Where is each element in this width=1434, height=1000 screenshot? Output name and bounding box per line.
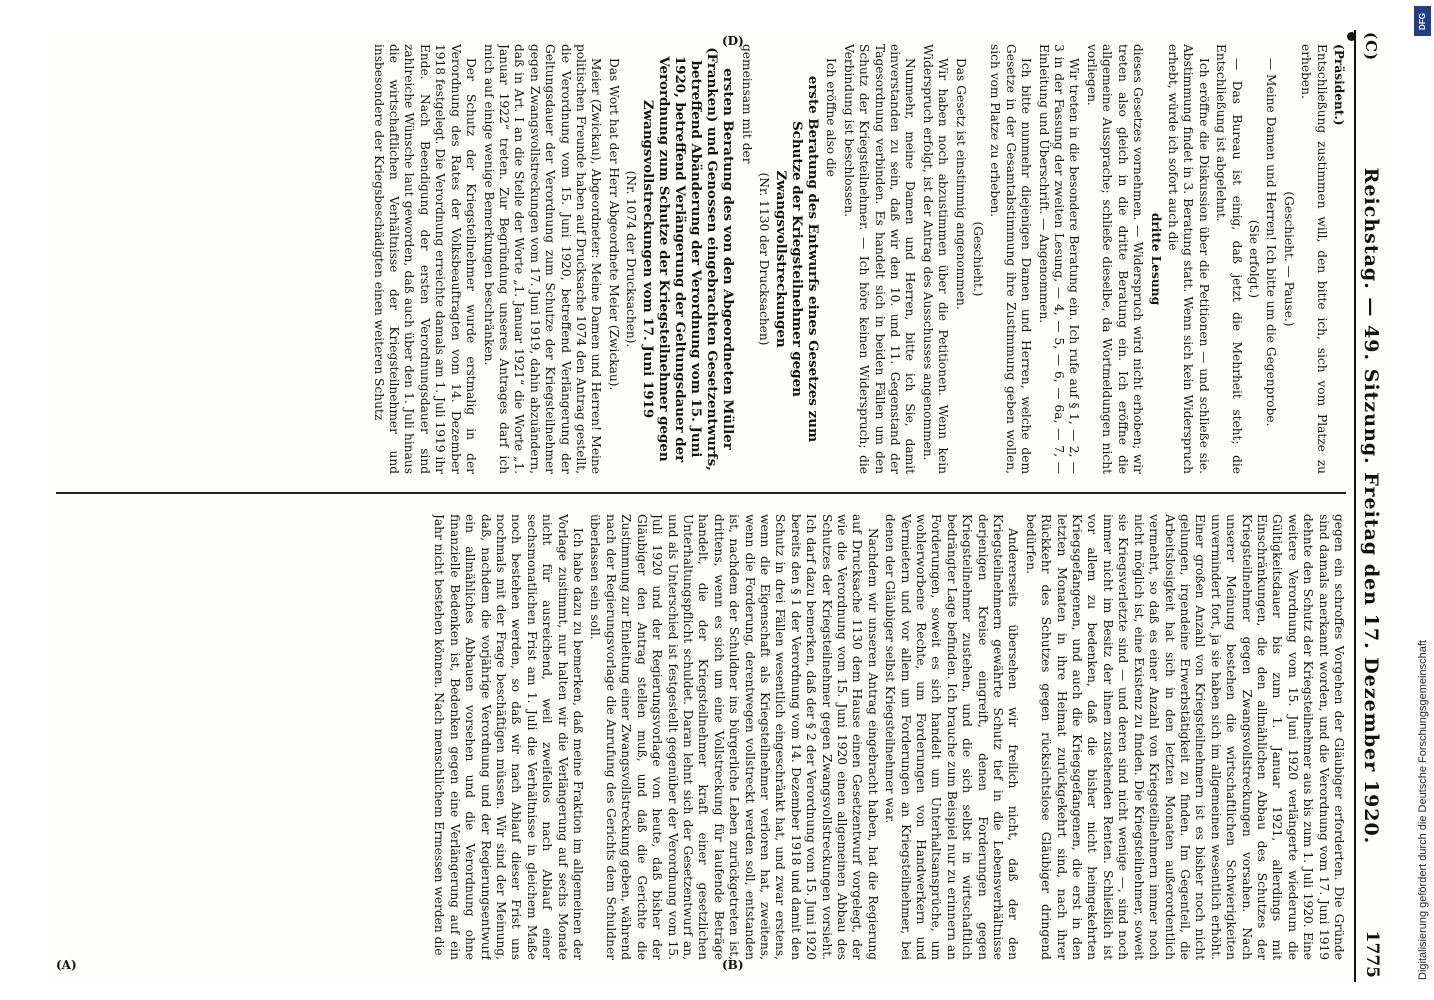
speech-paragraph: Ich habe dazu zu bemerken, daß meine Fraktion im allgemeinen der Vorlage zustimmt, nur halten wir die Verlängerung auf sechs Monate nicht für ausreichend, weil zweifellos nach Ablauf einer sechsmonatlichen Frist am 1. Juli die Verhältnisse in gleichem Maße noch bestehen werden, so daß wir nach Ablauf dieser Frist uns nochmals mit der Frage beschäftigen müssen. Wir sind der Meinung, daß, nachdem die vorjährige Verordnung und der Regierungsentwurf ein allmähliches Abbauen vorsehen und die Verordnung ohne finanzielle Bedenken ist, Bedenken gegen eine Verlängerung auf ein Jahr nicht bestehen können. Nach menschlichem Ermessen werden die: [432, 514, 586, 960]
paragraph: (Nr. 1130 der Drucksachen): [757, 172, 771, 346]
margin-marker-b: (B): [722, 958, 744, 972]
margin-marker-a: (A): [56, 958, 77, 972]
ink-dot: [1347, 32, 1356, 41]
rotated-page: [52, 30, 1392, 982]
digitization-note: Digitalisierung gefördert durch die Deutsche Forschungsgemeinschaft: [1417, 640, 1429, 980]
paragraph: dieses Gesetzes vornehmen. — Widerspruch wird nicht erhoben; wir treten also gleich in die dritte Beratung ein. Ich eröffne die allgemeine Aussprache; schließe dieselbe, da Wortmeldungen nicht vorliegen.: [1084, 44, 1146, 474]
paragraph: Wir treten in die besondere Beratung ein. Ich rufe auf § 1, — 2, — 3 in der Fassung der zweiten Lesung, — 4, — 5, — 6, — 6a, — 7, — Einleitung und Überschrift. — Angenommen.: [1036, 44, 1082, 474]
paragraph: (Geschieht.): [971, 221, 986, 297]
paragraph: Nunmehr, meine Damen und Herren, bitte ich Sie, damit einverstanden zu sein, daß wir den 10. und 11. Gegenstand der Tagesordnung verbinden. Es handelt sich in beiden Fällen um den Schutz der Kriegsteilnehmer. — Ich höre keinen Widerspruch; die Verbindung ist beschlossen.: [841, 44, 918, 474]
paragraph: (Geschieht. — Pause.): [1281, 191, 1296, 327]
speech-paragraph: Meier (Zwickau), Abgeordneter: Meine Damen und Herren! Meine politischen Freunde haben auf Drucksache 1074 den Antrag gestellt, die Verordnung vom 15. Juni 1920, betreffend Verlängerung der Geltungsdauer der Verordnung zum Schutze der Kriegsteilnehmer gegen Zwangsvollstreckungen vom 17. Juni 1919, dahin abzuändern, daß in Art. I an die Stelle der Worte „1. Januar 1921“ die Worte „1. Januar 1922“ treten. Zur Begründung unseres Antrages darf ich mich auf einige wenige Bemerkungen beschränken.: [481, 44, 604, 474]
paragraph: (Präsident.): [1332, 44, 1346, 126]
speech-paragraph: gegen ein schroffes Vorgehen der Gläubiger erforderten. Die Gründe sind damals anerkannt worden, und die Verordnung vom 17. Juni 1919 dehnte den Schutz der Kriegsteilnehmer aus bis zum 1. Juli 1920. Eine weitere Verordnung vom 15. Juni 1920 verlängerte wiederum die Gültigkeitsdauer bis zum 1. Januar 1921, allerdings mit Einschränkungen, die den allmählichen Abbau des Schutzes der Kriegsteilnehmer gegen Zwangsvollstreckungen vorsahen. Nach unserer Meinung bestehen die wirtschaftlichen Schwierigkeiten unvermindert fort, ja sie haben sich im allgemeinen wesentlich erhöht. Einer großen Anzahl von Kriegsteilnehmern ist es bisher noch nicht gelungen, irgendeine Erwerbstätigkeit zu finden. Im Gegenteil, die Arbeitslosigkeit hat sich in den letzten Monaten außerordentlich vermehrt, so daß es einer Anzahl von Kriegsteilnehmern immer noch nicht möglich ist, eine Existenz zu finden. Die Kriegsteilnehmer, soweit sie Kriegsverletzte sind — und deren sind nicht wenige —, sind noch immer nicht im Besitz der ihnen zustehenden Renten. Schließlich ist vor allem zu bedenken, daß die bisher nicht heimgekehrten Kriegsgefangenen, und auch die Kriegsgefangenen, die erst in den letzten Monaten in ihre Heimat zurückgekehrt sind, nach ihrer Rückkehr des Schutzes gegen rücksichtslose Gläubiger dringend bedürfen.: [1023, 514, 1346, 960]
speech-paragraph: Andererseits übersehen wir freilich nicht, daß der den Kriegsteilnehmern gewährte Schutz tief in die Lebensverhältnisse derjenigen Kreise eingreift, denen Forderungen gegen Kriegsteilnehmer zustehen, und die sich selbst in wirtschaftlich bedrängter Lage befinden. Ich brauche zum Beispiel nur zu erinnern an Forderungen, soweit es sich handelt um Unterhaltsansprüche, um wohlerworbene Rechte, um Forderungen von Handwerkern und Vermietern und vor allem um Forderungen an Kriegsteilnehmer, bei denen der Gläubiger selbst Kriegsteilnehmer war.: [883, 514, 1021, 960]
dfg-logo: DFG: [1414, 6, 1431, 36]
right-column: [56, 514, 1346, 960]
page-number: 1775: [1362, 930, 1382, 978]
paragraph: — Meine Damen und Herren! Ich bitte um die Gegenprobe.: [1264, 58, 1279, 427]
paragraph: gemeinsam mit der: [739, 44, 754, 164]
paragraph: Ich eröffne also die: [824, 58, 839, 177]
paragraph: Das Gesetz ist einstimmig angenommen.: [953, 58, 968, 310]
section-heading: erste Beratung des Entwurfs eines Gesetzes zum Schutze der Kriegsteilnehmer gegen Zwangsvollstreckungen: [773, 75, 821, 443]
running-title: Reichstag. — 49. Sitzung. Freitag den 17. Dezember 1920.: [1360, 167, 1382, 845]
paragraph: Das Wort hat der Herr Abgeordnete Meier (Zwickau).: [606, 58, 621, 391]
page-header: [1354, 30, 1392, 982]
section-heading: ersten Beratung des von den Abgeordneten Müller (Franken) und Genossen eingebrachten Gesetzentwurfs, betreffend Abänderung der Verordnung vom 15. Juni 1920, betreffend Verlängerung der Geltungsdauer der Verordnung zum Schutze der Kriegsteilnehmer gegen Zwangsvollstreckungen vom 17. Juni 1919: [640, 47, 737, 471]
paragraph: Wir haben noch abzustimmen über die Petitionen. Wenn kein Widerspruch erfolgt, ist der Antrag des Ausschusses angenommen.: [920, 44, 951, 474]
speech-paragraph: Nachdem wir unseren Antrag eingebracht haben, hat die Regierung auf Drucksache 1130 dem Hause einen Gesetzentwurf vorgelegt, der wie die Verordnung vom 15. Juni 1920 einen allgemeinen Abbau des Schutzes der Kriegsteilnehmer gegen Zwangsvollstreckungen vorsieht. Ich darf dazu bemerken, daß der § 2 der Verordnung vom 15. Juni 1920 bereits den § 1 der Verordnung vom 14. Dezember 1918 und damit den Schutz in drei Fällen wesentlich eingeschränkt hat, und zwar erstens, wenn die Eigenschaft als Kriegsteilnehmer verloren hat, zweitens, wenn die Forderung, derentwegen vollstreckt werden soll, entstanden ist, nachdem der Schuldner ins bürgerliche Leben zurückgetreten ist, drittens, wenn es sich um eine Vollstreckung für laufende Beträge handelt, die der Kriegsteilnehmer kraft einer gesetzlichen Unterhaltungspflicht schuldet. Daran lehnt sich der Gesetzentwurf an, und als Unterschied ist festgestellt gegenüber der Verordnung vom 15. Juli 1920 und der Regierungsvorlage von heute, daß bisher der Gläubiger den Antrag stellen muß, und daß die Gerichte die Zustimmung zur Einleitung einer Zwangsvollstreckung geben, während nach der Regierungsvorlage die Anrufung des Gerichts dem Schuldner überlassen sein soll.: [588, 514, 880, 960]
header-left-marker: (C): [1362, 32, 1380, 62]
column-divider: [56, 492, 1346, 494]
left-column: [56, 44, 1346, 474]
paragraph: Entschließung zustimmen will, den bitte ich, sich vom Platze zu erheben.: [1299, 44, 1329, 474]
paragraph: Ich eröffne die Diskussion über die Petitionen — und schließe sie. Abstimmung findet in 3. Beratung statt. Wenn sich kein Widerspruch erhebt, würde ich sofort auch die: [1165, 44, 1211, 474]
paragraph: — Das Bureau ist einig, daß jetzt die Mehrheit steht; die Entschließung ist abgelehnt.: [1214, 44, 1244, 474]
paragraph: (Sie erfolgt.): [1246, 219, 1261, 299]
paragraph: Ich bitte nunmehr diejenigen Damen und Herren, welche dem Gesetze in der Gesamtabstimmung ihre Zustimmung geben wollen, sich vom Platze zu erheben.: [988, 44, 1034, 474]
section-heading: dritte Lesung: [1148, 212, 1163, 306]
margin-marker-d: (D): [722, 34, 744, 48]
speech-paragraph: Der Schutz der Kriegsteilnehmer wurde erstmalig in der Verordnung des Rates der Volksbeauftragten vom 14. Dezember 1918 festgelegt. Die Verordnung erreichte damals am 1. Juli 1919 ihr Ende. Nach Beendigung der ersten Verordnungsdauer sind zahlreiche Wünsche laut geworden, daß auch über den 1. Juli hinaus die wirtschaftlichen Verhältnisse der Kriegsteilnehmer und insbesondere der Kriegsbeschädigten einen weiteren Schutz: [371, 44, 479, 474]
paragraph: (Nr. 1074 der Drucksachen).: [624, 170, 639, 348]
